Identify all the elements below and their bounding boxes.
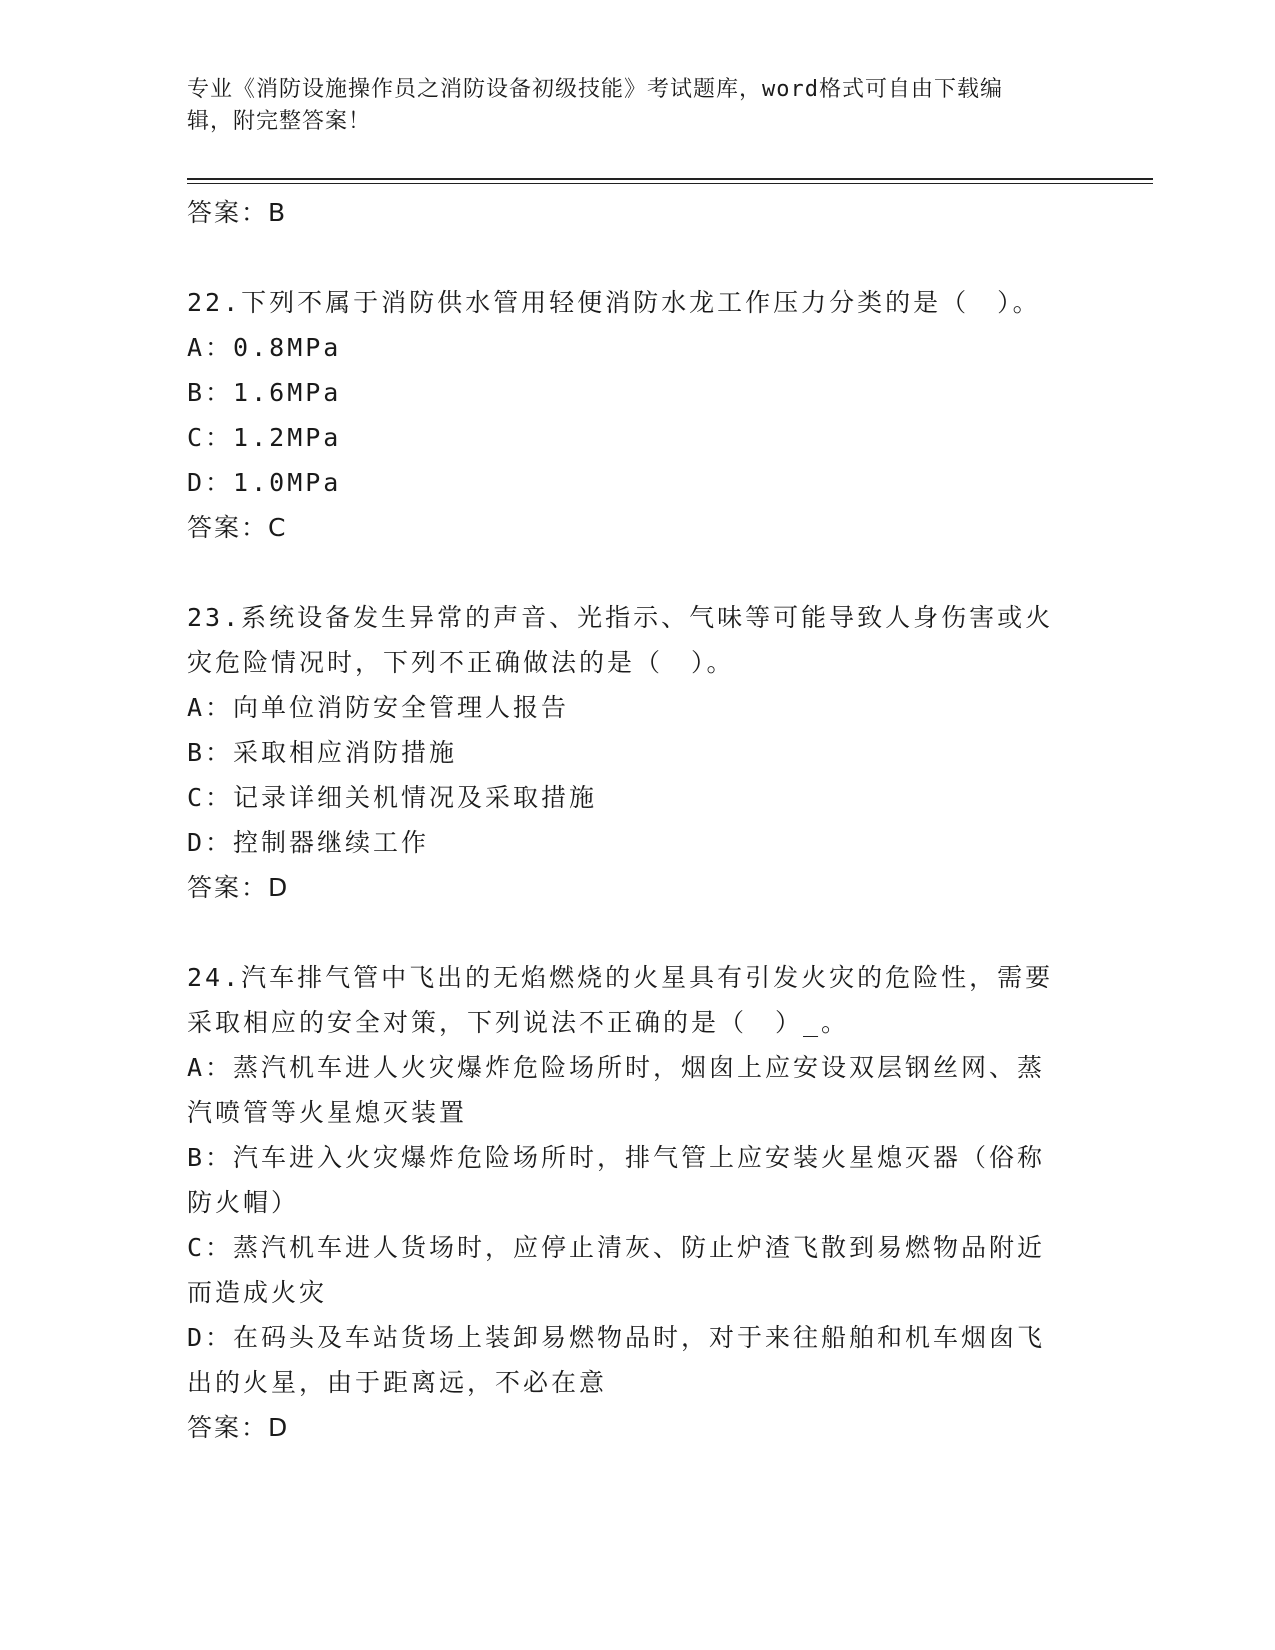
spacer bbox=[187, 550, 1087, 595]
option-c: C：蒸汽机车进人货场时，应停止清灰、防止炉渣飞散到易燃物品附近 bbox=[187, 1233, 1046, 1262]
option-d: D：控制器继续工作 bbox=[187, 828, 430, 857]
option-a: A：蒸汽机车进人火灾爆炸危险场所时，烟囱上应安设双层钢丝网、蒸 bbox=[187, 1053, 1046, 1082]
option-a: A：向单位消防安全管理人报告 bbox=[187, 693, 570, 722]
option-d: D：在码头及车站货场上装卸易燃物品时，对于来往船舶和机车烟囱飞 bbox=[187, 1323, 1046, 1352]
option-b: B：采取相应消防措施 bbox=[187, 738, 458, 767]
option-b-continued: 防火帽） bbox=[187, 1188, 300, 1217]
question-24 bbox=[187, 955, 1087, 1450]
question-text: 灾危险情况时，下列不正确做法的是（ ）。 bbox=[187, 648, 735, 677]
option-a-continued: 汽喷管等火星熄灭装置 bbox=[187, 1098, 468, 1127]
option-d: D：1.0MPa bbox=[187, 468, 342, 497]
question-text: 采取相应的安全对策，下列说法不正确的是（ ）_。 bbox=[187, 1008, 850, 1037]
question-23 bbox=[187, 595, 1087, 910]
question-text: 22.下列不属于消防供水管用轻便消防水龙工作压力分类的是（ ）。 bbox=[187, 288, 1041, 317]
option-c-continued: 而造成火灾 bbox=[187, 1278, 328, 1307]
answer: 答案：D bbox=[187, 1413, 290, 1442]
spacer bbox=[187, 910, 1087, 955]
question-text: 23.系统设备发生异常的声音、光指示、气味等可能导致人身伤害或火 bbox=[187, 603, 1054, 632]
option-c: C：记录详细关机情况及采取措施 bbox=[187, 783, 598, 812]
header-line-1: 专业《消防设施操作员之消防设备初级技能》考试题库，word格式可自由下载编 bbox=[187, 77, 1003, 102]
header-divider-thin bbox=[187, 183, 1153, 184]
header-line-2: 辑，附完整答案！ bbox=[187, 109, 372, 134]
header-divider-thick bbox=[187, 178, 1153, 180]
option-d-continued: 出的火星，由于距离远，不必在意 bbox=[187, 1368, 608, 1397]
option-c: C：1.2MPa bbox=[187, 423, 342, 452]
option-a: A：0.8MPa bbox=[187, 333, 342, 362]
answer: 答案：C bbox=[187, 513, 288, 542]
document-header bbox=[187, 74, 1067, 138]
previous-answer: 答案：B bbox=[187, 198, 288, 227]
option-b: B：汽车进入火灾爆炸危险场所时，排气管上应安装火星熄灭器（俗称 bbox=[187, 1143, 1046, 1172]
spacer bbox=[187, 235, 1087, 280]
answer: 答案：D bbox=[187, 873, 290, 902]
question-22 bbox=[187, 280, 1087, 550]
document-body bbox=[187, 190, 1087, 1450]
question-text: 24.汽车排气管中飞出的无焰燃烧的火星具有引发火灾的危险性，需要 bbox=[187, 963, 1054, 992]
option-b: B：1.6MPa bbox=[187, 378, 342, 407]
